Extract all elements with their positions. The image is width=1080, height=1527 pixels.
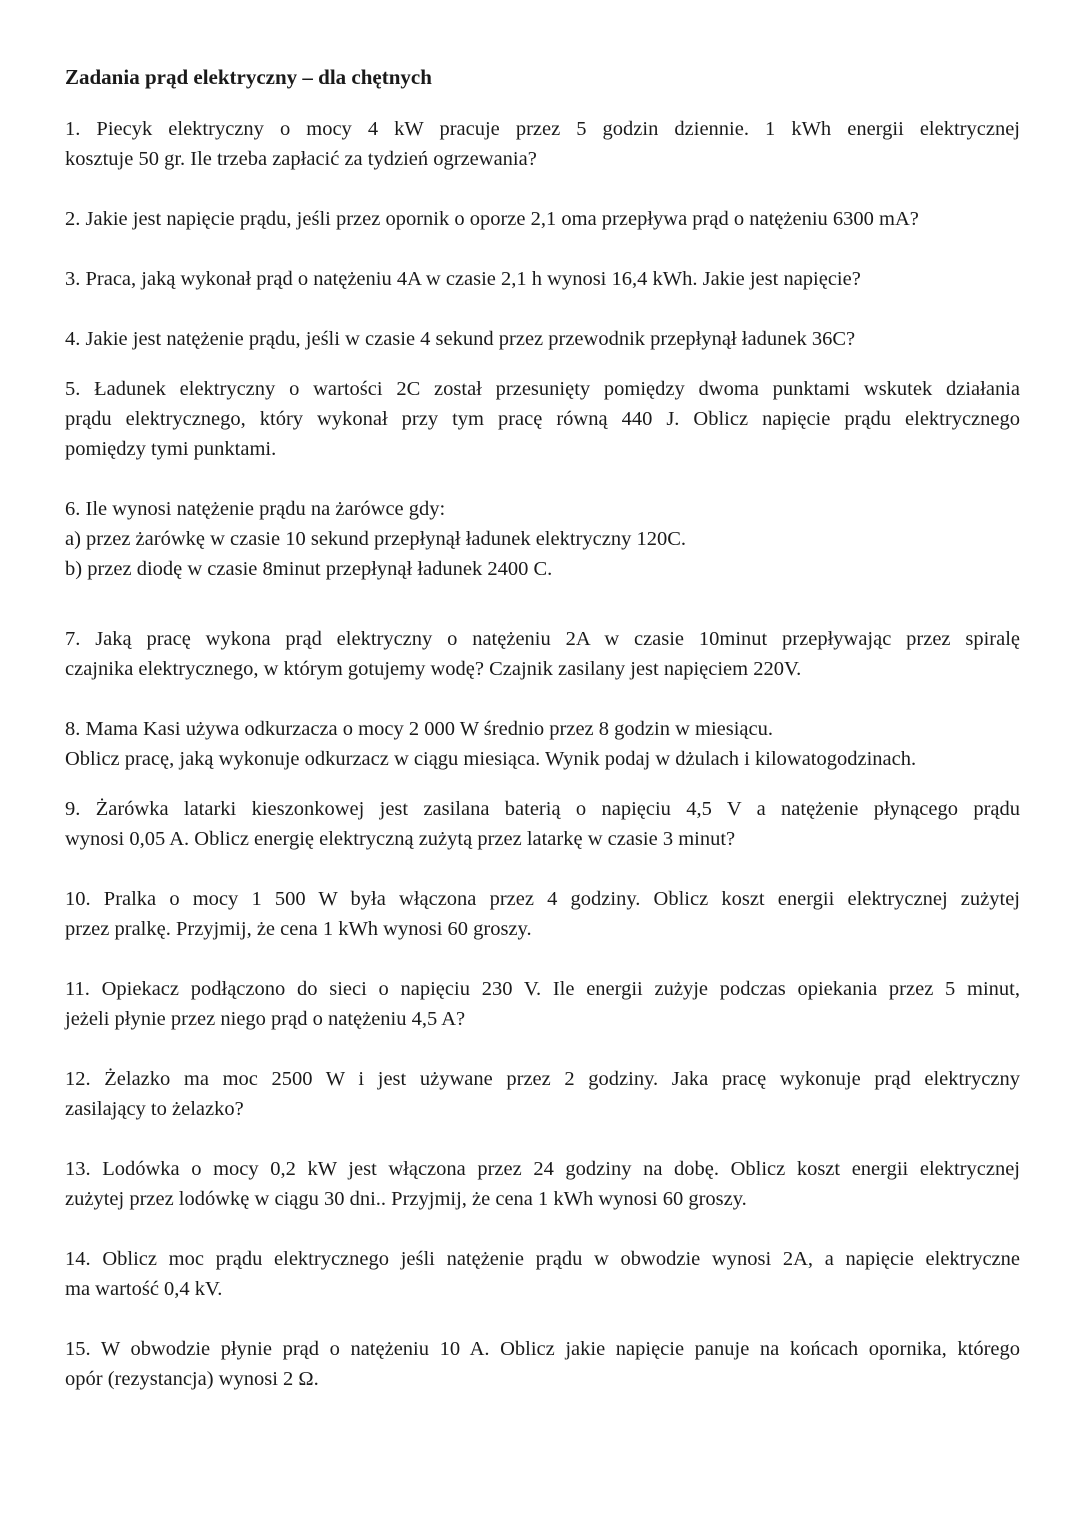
task-line: 3. Praca, jaką wykonał prąd o natężeniu 4A w czasie 2,1 h wynosi 16,4 kWh. Jakie jest napięcie? (65, 268, 861, 290)
task-item (65, 714, 1020, 774)
task-line: 9. Żarówka latarki kieszonkowej jest zasilana baterią o napięciu 4,5 V a natężenie płynącego prądu (65, 798, 1020, 820)
task-item (65, 794, 1020, 854)
task-item (65, 1154, 1020, 1214)
task-line: ma wartość 0,4 kV. (65, 1278, 223, 1300)
task-item (65, 204, 1020, 234)
task-line: 14. Oblicz moc prądu elektrycznego jeśli natężenie prądu w obwodzie wynosi 2A, a napięcie elektryczne (65, 1248, 1020, 1270)
task-line: 13. Lodówka o mocy 0,2 kW jest włączona przez 24 godziny na dobę. Oblicz koszt energii elektrycznej (65, 1158, 1020, 1180)
task-line: 4. Jakie jest natężenie prądu, jeśli w czasie 4 sekund przez przewodnik przepłynął ładunek 36C? (65, 328, 856, 350)
page-title: Zadania prąd elektryczny – dla chętnych (65, 65, 432, 89)
task-item (65, 974, 1020, 1034)
document-page (65, 62, 1020, 1390)
task-line: kosztuje 50 gr. Ile trzeba zapłacić za tydzień ogrzewania? (65, 148, 537, 170)
task-item (65, 264, 1020, 294)
task-line: pomiędzy tymi punktami. (65, 438, 277, 460)
task-line: 7. Jaką pracę wykona prąd elektryczny o natężeniu 2A w czasie 10minut przepływając przez spiralę (65, 628, 1020, 650)
task-item (65, 1064, 1020, 1124)
task-line: 11. Opiekacz podłączono do sieci o napięciu 230 V. Ile energii zużyje podczas opiekania przez 5 minut, (65, 978, 1020, 1000)
task-line: czajnika elektrycznego, w którym gotujemy wodę? Czajnik zasilany jest napięciem 220V. (65, 658, 802, 680)
task-line: 15. W obwodzie płynie prąd o natężeniu 10 A. Oblicz jakie napięcie panuje na końcach opornika, którego (65, 1338, 1020, 1360)
task-line: przez pralkę. Przyjmij, że cena 1 kWh wynosi 60 groszy. (65, 918, 532, 940)
task-line: 6. Ile wynosi natężenie prądu na żarówce gdy: (65, 498, 446, 520)
task-item (65, 374, 1020, 464)
task-line: prądu elektrycznego, który wykonał przy tym pracę równą 440 J. Oblicz napięcie prądu elektrycznego (65, 408, 1020, 430)
task-line: zasilający to żelazko? (65, 1098, 244, 1120)
task-line: wynosi 0,05 A. Oblicz energię elektryczną zużytą przez latarkę w czasie 3 minut? (65, 828, 736, 850)
task-item (65, 1334, 1020, 1394)
task-line: jeżeli płynie przez niego prąd o natężeniu 4,5 A? (65, 1008, 466, 1030)
task-line: 1. Piecyk elektryczny o mocy 4 kW pracuje przez 5 godzin dziennie. 1 kWh energii elektrycznej (65, 118, 1020, 140)
task-item (65, 1244, 1020, 1304)
task-item (65, 624, 1020, 684)
task-item (65, 884, 1020, 944)
task-line: a) przez żarówkę w czasie 10 sekund przepłynął ładunek elektryczny 120C. (65, 528, 686, 550)
task-line: Oblicz pracę, jaką wykonuje odkurzacz w ciągu miesiąca. Wynik podaj w dżulach i kilowatogodzinach. (65, 748, 917, 770)
task-item (65, 494, 1020, 584)
task-item (65, 114, 1020, 174)
task-line: 8. Mama Kasi używa odkurzacza o mocy 2 000 W średnio przez 8 godzin w miesiącu. (65, 718, 773, 740)
task-line: 2. Jakie jest napięcie prądu, jeśli przez opornik o oporze 2,1 oma przepływa prąd o natężeniu 6300 mA? (65, 208, 919, 230)
task-line: 10. Pralka o mocy 1 500 W była włączona przez 4 godziny. Oblicz koszt energii elektrycznej zużytej (65, 888, 1020, 910)
task-line: 12. Żelazko ma moc 2500 W i jest używane przez 2 godziny. Jaka pracę wykonuje prąd elektryczny (65, 1068, 1020, 1090)
task-line: zużytej przez lodówkę w ciągu 30 dni.. Przyjmij, że cena 1 kWh wynosi 60 groszy. (65, 1188, 747, 1210)
task-line: b) przez diodę w czasie 8minut przepłynął ładunek 2400 C. (65, 558, 553, 580)
task-line: opór (rezystancja) wynosi 2 Ω. (65, 1368, 319, 1390)
task-line: 5. Ładunek elektryczny o wartości 2C został przesunięty pomiędzy dwoma punktami wskutek działania (65, 378, 1020, 400)
task-item (65, 324, 1020, 354)
